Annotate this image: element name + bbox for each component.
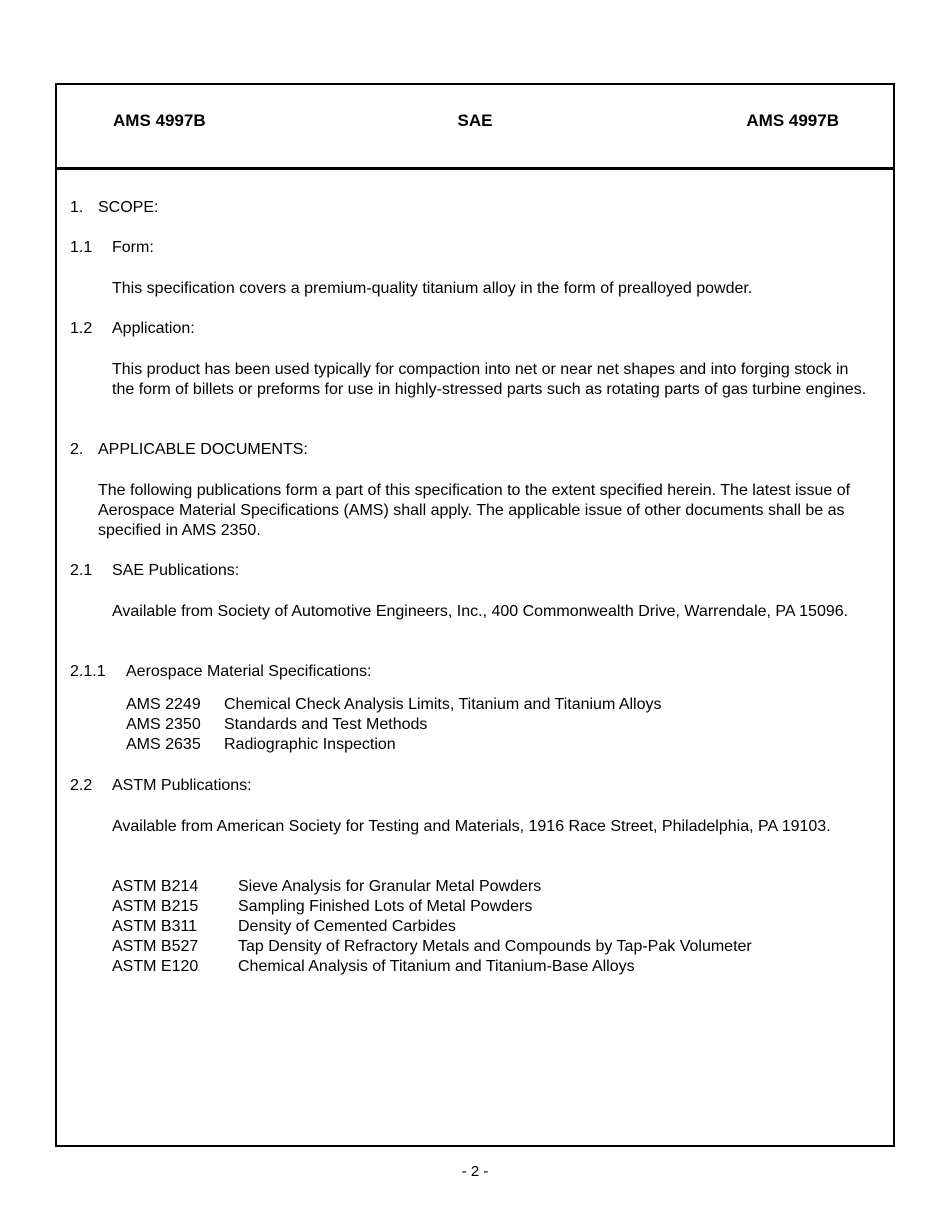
section-1-number: 1. (70, 199, 84, 216)
astm-doc-code: ASTM B214 (112, 878, 199, 895)
astm-doc-title: Tap Density of Refractory Metals and Compounds by Tap-Pak Volumeter (238, 938, 752, 955)
astm-doc-title: Density of Cemented Carbides (238, 918, 456, 935)
ams-doc-code: AMS 2249 (126, 696, 201, 713)
section-2-1-body: Available from Society of Automotive Engineers, Inc., 400 Commonwealth Drive, Warrendale, PA 15096. (112, 603, 849, 620)
section-2-title: APPLICABLE DOCUMENTS: (98, 441, 308, 458)
astm-doc-title: Sampling Finished Lots of Metal Powders (238, 898, 533, 915)
section-1-1-body: This specification covers a premium-quality titanium alloy in the form of prealloyed powder. (112, 280, 753, 297)
astm-doc-code: ASTM B311 (112, 918, 198, 935)
section-1-2-number: 1.2 (70, 320, 93, 337)
section-1-title: SCOPE: (98, 199, 159, 216)
document-header (57, 85, 893, 170)
astm-doc-code: ASTM E120 (112, 958, 199, 975)
header-org: SAE (457, 111, 493, 130)
header-doc-number-right: AMS 4997B (746, 111, 839, 130)
section-2-number: 2. (70, 441, 84, 458)
section-1-2-title: Application: (112, 320, 195, 337)
section-2-1-1-number: 2.1.1 (70, 663, 106, 680)
section-2-2-body: Available from American Society for Testing and Materials, 1916 Race Street, Philadelphia, PA 19103. (112, 818, 831, 835)
header-doc-number-left: AMS 4997B (113, 111, 206, 130)
ams-doc-title: Chemical Check Analysis Limits, Titanium and Titanium Alloys (224, 696, 662, 713)
section-2-body: The following publications form a part of this specification to the extent specified herein. The latest issue of Aerospace Material Specifications (AMS) shall apply. The applicable issue of other documents shall be as specified in AMS 2350. (98, 482, 851, 539)
astm-doc-code: ASTM B527 (112, 938, 199, 955)
section-2-1-1-title: Aerospace Material Specifications: (126, 663, 372, 680)
ams-doc-code: AMS 2635 (126, 736, 201, 753)
section-2-1-title: SAE Publications: (112, 562, 240, 579)
page-number: - 2 - (461, 1163, 489, 1180)
astm-doc-title: Chemical Analysis of Titanium and Titanium-Base Alloys (238, 958, 635, 975)
section-1-1-number: 1.1 (70, 239, 93, 256)
astm-doc-code: ASTM B215 (112, 898, 199, 915)
ams-doc-title: Standards and Test Methods (224, 716, 428, 733)
section-1-1-title: Form: (112, 239, 154, 256)
section-1-2-body: This product has been used typically for compaction into net or near net shapes and into forging stock in the form of billets or preforms for use in highly-stressed parts such as rotating parts of gas turbine engines. (112, 361, 867, 398)
section-2-2-number: 2.2 (70, 777, 93, 794)
ams-doc-code: AMS 2350 (126, 716, 201, 733)
section-2-1-number: 2.1 (70, 562, 93, 579)
ams-doc-title: Radiographic Inspection (224, 736, 396, 753)
section-2-2-title: ASTM Publications: (112, 777, 252, 794)
astm-doc-title: Sieve Analysis for Granular Metal Powders (238, 878, 542, 895)
